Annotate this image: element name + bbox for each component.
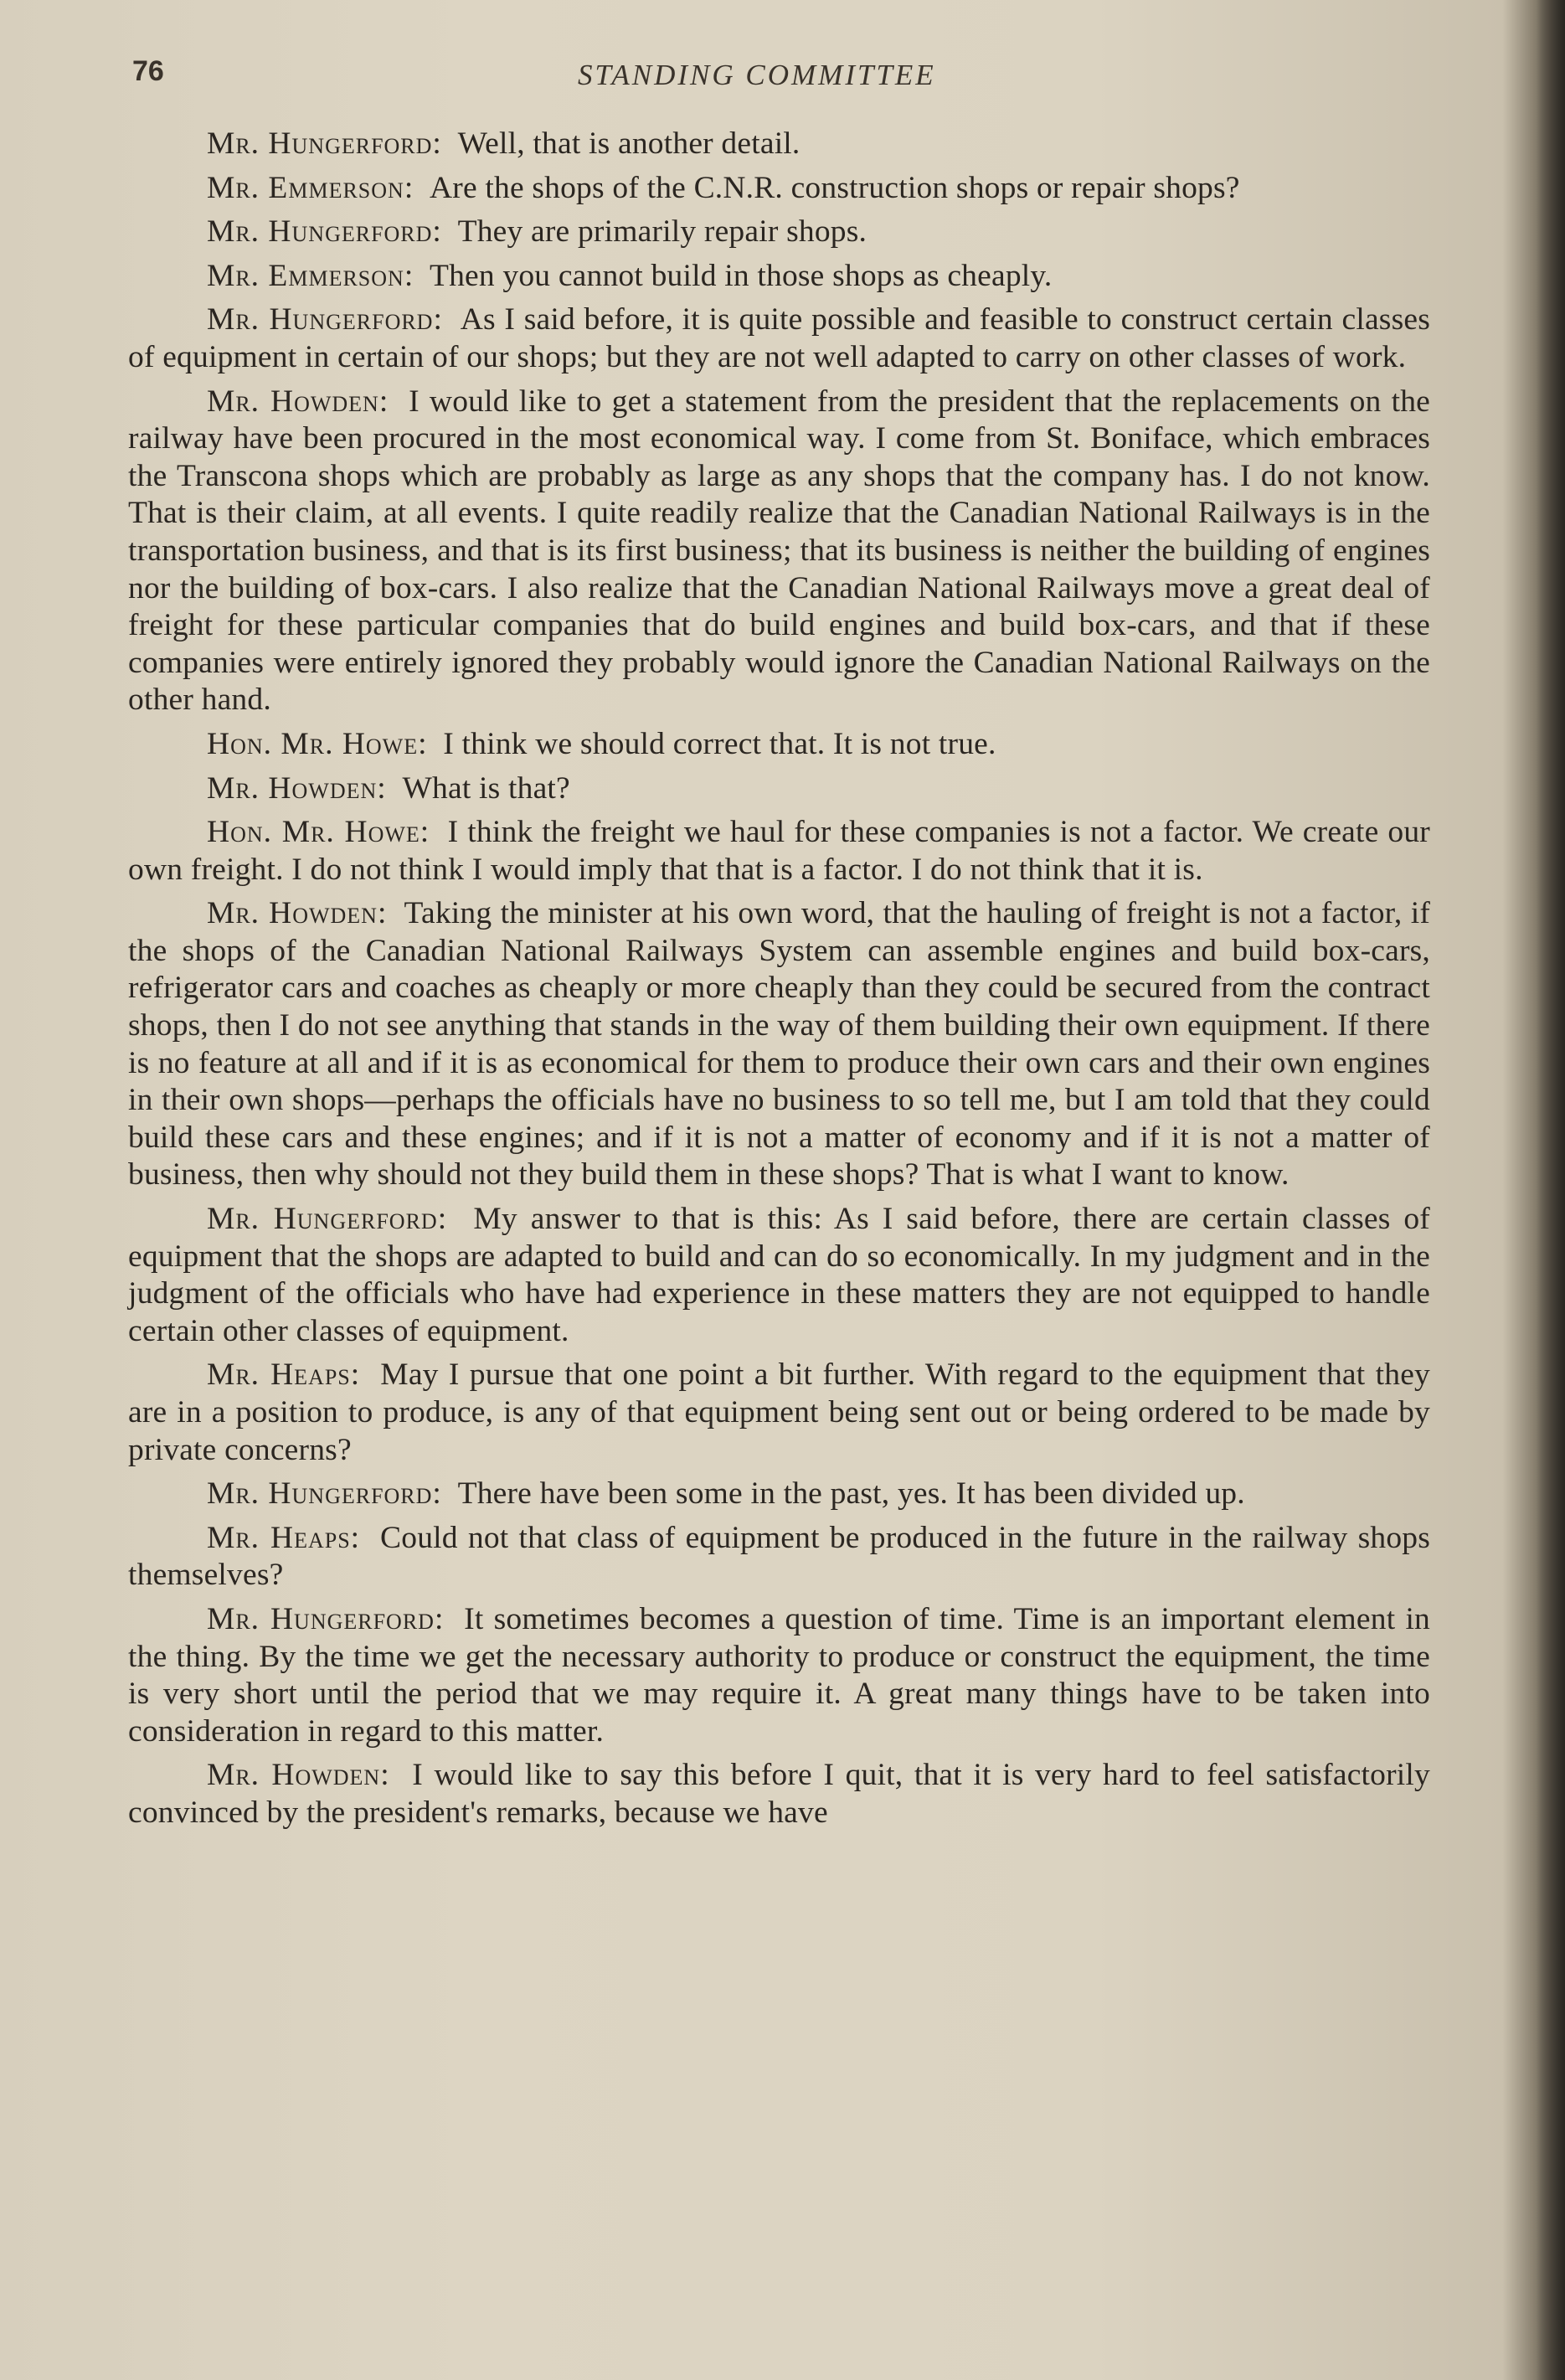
page-number: 76	[132, 55, 164, 87]
speaker-name: Mr. Hungerford:	[207, 1476, 442, 1512]
paragraph	[128, 1757, 1430, 1831]
speaker-name: Mr. Howden:	[207, 384, 389, 419]
speaker-name: Mr. Hungerford:	[207, 126, 442, 161]
speech-text: What is that?	[402, 770, 570, 806]
paragraph	[128, 814, 1430, 889]
speaker-name: Mr. Heaps:	[207, 1520, 361, 1555]
paragraph	[128, 726, 1430, 764]
paragraph	[128, 126, 1430, 163]
speech-text: As I said before, it is quite possible and feasible to construct certain classes of equipment in certain of our shops; but they are not well adapted to carry on other classes of work.	[128, 302, 1431, 374]
paragraph	[128, 1476, 1430, 1513]
speaker-name: Mr. Emmerson:	[207, 258, 414, 293]
running-title: STANDING COMMITTEE	[578, 59, 936, 91]
speech-text: Well, that is another detail.	[457, 126, 801, 161]
paragraph	[128, 1520, 1430, 1594]
speaker-name: Mr. Hungerford:	[207, 302, 443, 337]
speech-text: My answer to that is this: As I said before, there are certain classes of equipment that the shops are adapted to build and can do so economically. In my judgment and in the judgment of the officials who have had experience in these matters they are not equipped to handle certain other classes of equipment.	[128, 1202, 1430, 1348]
speech-text: They are primarily repair shops.	[457, 214, 867, 250]
paragraph	[128, 258, 1430, 296]
speaker-name: Mr. Howden:	[207, 1758, 390, 1793]
paragraph	[128, 770, 1430, 808]
paragraph	[128, 384, 1430, 719]
speaker-name: Hon. Mr. Howe:	[207, 815, 430, 850]
body-text	[128, 126, 1430, 1839]
speech-text: I think the freight we haul for these companies is not a factor. We create our own freight. I do not think I would imply that that is a factor. I do not think that it is.	[128, 815, 1430, 887]
paragraph	[128, 895, 1430, 1194]
paragraph	[128, 1357, 1430, 1469]
running-head	[0, 55, 1565, 106]
speaker-name: Mr. Hungerford:	[207, 1202, 448, 1237]
speaker-name: Hon. Mr. Howe:	[207, 726, 428, 761]
paragraph	[128, 301, 1430, 376]
paragraph	[128, 1601, 1430, 1750]
speaker-name: Mr. Hungerford:	[207, 214, 442, 250]
speech-text: Then you cannot build in those shops as cheaply.	[429, 258, 1053, 293]
speech-text: I would like to get a statement from the president that the replacements on the railway have been procured in the most economical way. I come from St. Boniface, which embraces the Transcona shops which are probably as large as any shops that the company has. I do not know. That is their claim, at all events. I quite readily realize that the Canadian National Railways is in the transportation business, and that is its first business; that its business is neither the building of engines nor the building of box-cars. I also realize that the Canadian National Railways move a great deal of freight for these particular companies that do build engines and build box-cars, and that if these companies were entirely ignored they probably would ignore the Canadian National Railways on the other hand.	[128, 384, 1431, 718]
paragraph	[128, 170, 1430, 208]
speech-text: I think we should correct that. It is not true.	[443, 726, 996, 761]
speaker-name: Mr. Howden:	[207, 770, 387, 806]
speech-text: Are the shops of the C.N.R. construction shops or repair shops?	[429, 170, 1240, 205]
speech-text: May I pursue that one point a bit further. With regard to the equipment that they are in a position to produce, is any of that equipment being sent out or being ordered to be made by private concerns?	[128, 1357, 1430, 1467]
speech-text: It sometimes becomes a question of time. Time is an important element in the thing. By the time we get the necessary authority to produce or construct the equipment, the time is very short until the period that we may require it. A great many things have to be taken into consideration in regard to this matter.	[128, 1601, 1431, 1749]
paragraph	[128, 1201, 1430, 1350]
speech-text: I would like to say this before I quit, that it is very hard to feel satisfactorily convinced by the president's remarks, because we have	[128, 1758, 1430, 1830]
paragraph	[128, 214, 1430, 251]
book-binding-edge	[1537, 0, 1565, 2380]
speech-text: Could not that class of equipment be produced in the future in the railway shops themselves?	[128, 1520, 1431, 1593]
speaker-name: Mr. Emmerson:	[207, 170, 414, 205]
speaker-name: Mr. Hungerford:	[207, 1601, 445, 1636]
speaker-name: Mr. Heaps:	[207, 1357, 361, 1393]
speaker-name: Mr. Howden:	[207, 896, 388, 931]
speech-text: Taking the minister at his own word, that the hauling of freight is not a factor, if the shops of the Canadian National Railways System can assemble engines and build box-cars, refrigerator cars and coaches as cheaply or more cheaply than they could be secured from the contract shops, then I do not see anything that stands in the way of them building their own equipment. If there is no feature at all and if it is as economical for them to produce their own cars and their own engines in their own shops—perhaps the officials have no business to so tell me, but I am told that they could build these cars and these engines; and if it is not a matter of economy and if it is not a matter of business, then why should not they build them in these shops? That is what I want to know.	[128, 896, 1431, 1193]
speech-text: There have been some in the past, yes. It has been divided up.	[457, 1476, 1245, 1512]
